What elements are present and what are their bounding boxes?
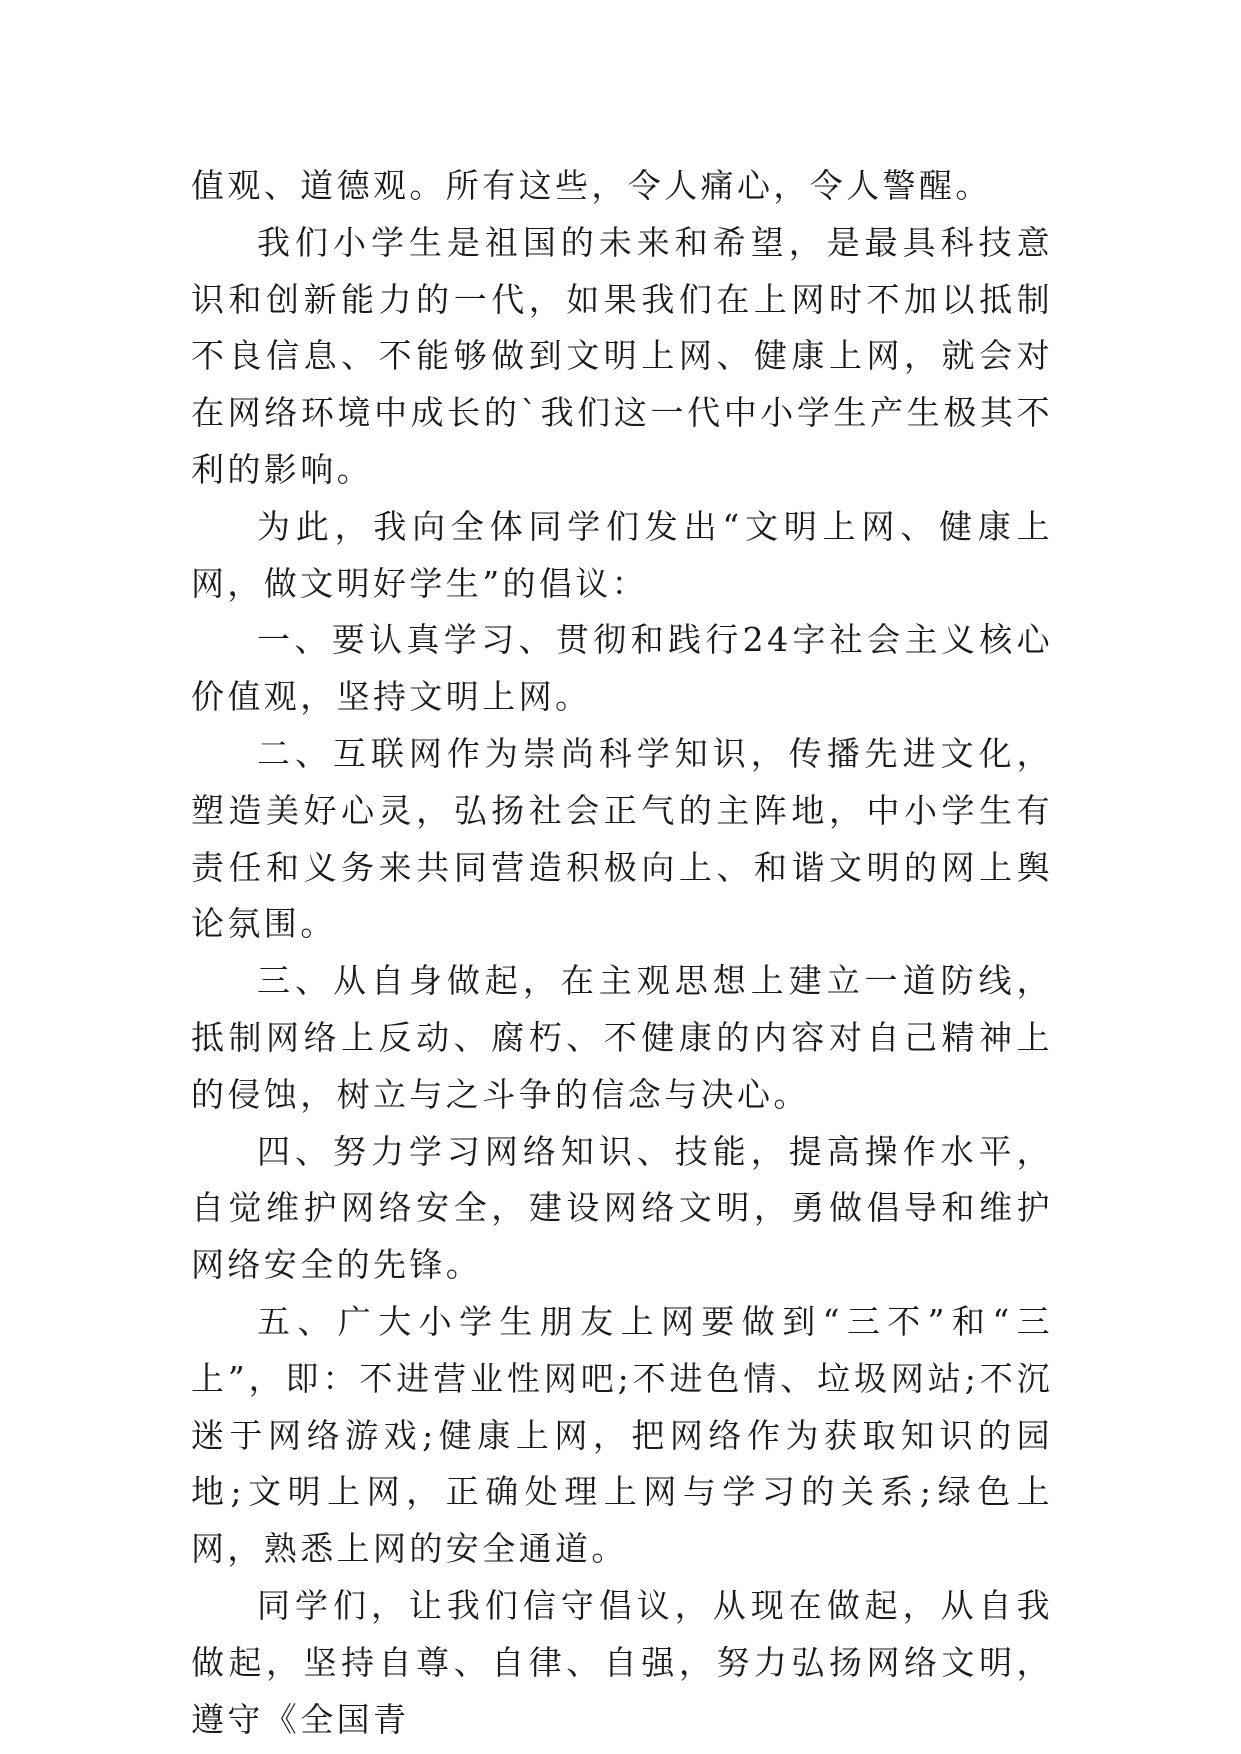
paragraph-item-4: 四、努力学习网络知识、技能，提高操作水平，自觉维护网络安全，建设网络文明，勇做倡导和维护网络安全的先锋。 [191,1131,1053,1285]
paragraph-continuation: 值观、道德观。所有这些，令人痛心，令人警醒。 [191,166,992,205]
paragraph-item-5: 五、广大小学生朋友上网要做到“三不”和“三上”，即：不进营业性网吧;不进色情、垃圾网站;不沉迷于网络游戏;健康上网，把网络作为获取知识的园地;文明上网，正确处理上网与学习的关系;绿色上网，熟悉上网的安全通道。 [191,1301,1053,1569]
paragraph-initiative-intro: 为此，我向全体同学们发出“文明上网、健康上网，做文明好学生”的倡议： [191,506,1053,603]
paragraph-item-2: 二、互联网作为崇尚科学知识，传播先进文化，塑造美好心灵，弘扬社会正气的主阵地，中小学生有责任和义务来共同营造积极向上、和谐文明的网上舆论氛围。 [191,733,1053,944]
paragraph-closing: 同学们，让我们信守倡议，从现在做起，从自我做起，坚持自尊、自律、自强，努力弘扬网络文明，遵守《全国青 [191,1585,1053,1739]
paragraph-students-future: 我们小学生是祖国的未来和希望，是最具科技意识和创新能力的一代，如果我们在上网时不加以抵制不良信息、不能够做到文明上网、健康上网，就会对在网络环境中成长的`我们这一代中小学生产生极其不利的影响。 [191,222,1053,489]
document-body [191,158,1053,1748]
paragraph-item-3: 三、从自身做起，在主观思想上建立一道防线，抵制网络上反动、腐朽、不健康的内容对自己精神上的侵蚀，树立与之斗争的信念与决心。 [191,961,1053,1114]
paragraph-item-1: 一、要认真学习、贯彻和践行24字社会主义核心价值观，坚持文明上网。 [191,620,1053,717]
